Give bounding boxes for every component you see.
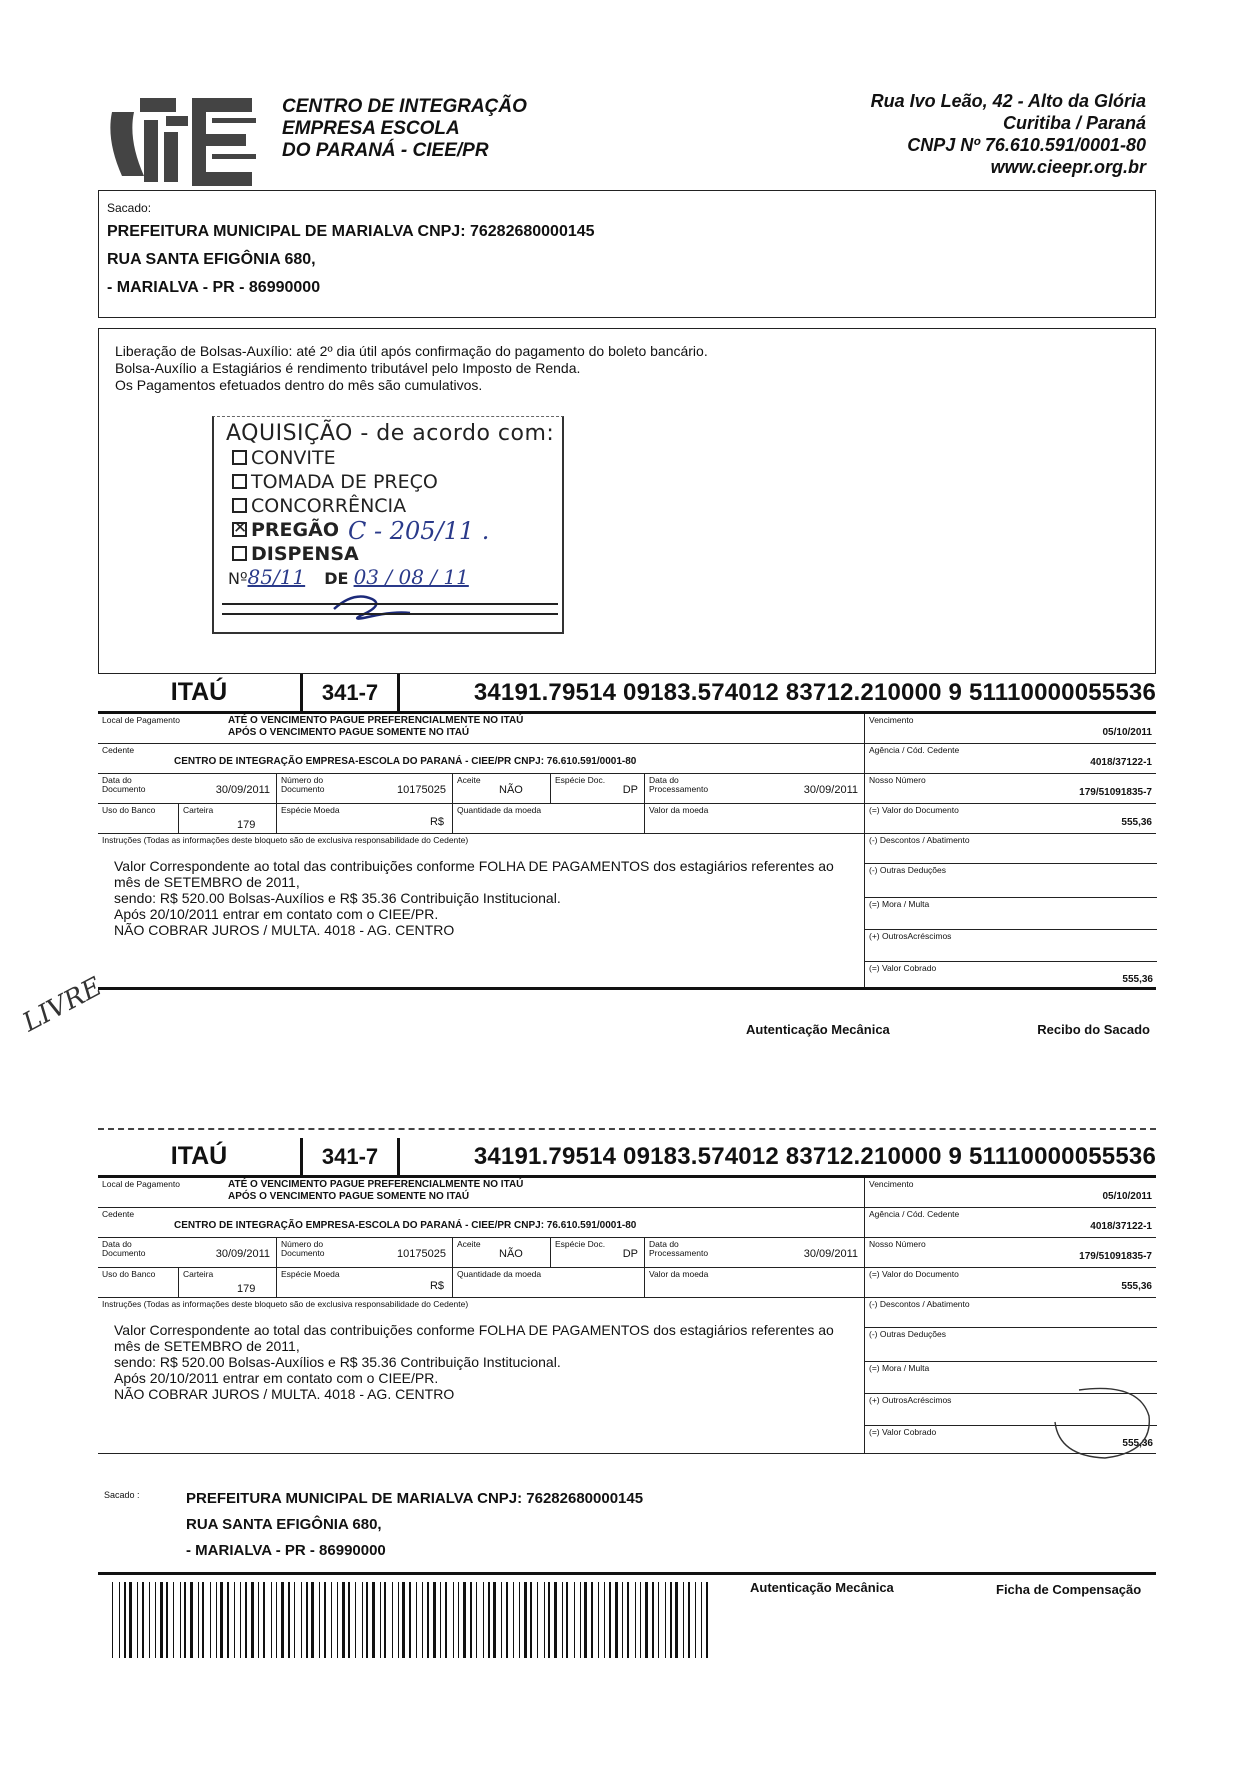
row-cedente: Cedente CENTRO DE INTEGRAÇÃO EMPRESA-ESCOLA DO PARANÁ - CIEE/PR CNPJ: 76.610.591/0001-80 Agência / Cód. Cedente 4018/37122-1: [98, 1208, 1156, 1238]
address-line: CNPJ Nº 76.610.591/0001-80: [907, 135, 1146, 155]
sacado-city: - MARIALVA - PR - 86990000: [186, 1542, 386, 1559]
stamp-title: AQUISIÇÃO - de acordo com:: [226, 421, 555, 446]
info-line: Os Pagamentos efetuados dentro do mês são cumulativos.: [115, 377, 483, 393]
stamp-rule: [222, 613, 558, 615]
organization-address: [871, 90, 1146, 178]
website-link[interactable]: www.cieepr.org.br: [990, 157, 1146, 177]
checkbox-icon: [232, 450, 247, 465]
recibo-label: Recibo do Sacado: [1037, 1022, 1150, 1037]
bank-name: ITAÚ: [170, 1142, 228, 1170]
ficha-label: Ficha de Compensação: [996, 1582, 1142, 1597]
barcode-icon: [112, 1582, 708, 1658]
org-line: EMPRESA ESCOLA: [282, 118, 460, 139]
address-line: Rua Ivo Leão, 42 - Alto da Glória: [870, 91, 1146, 111]
cut-line: [98, 1128, 1156, 1130]
sacado-label: Sacado:: [107, 201, 152, 215]
boleto-receipt: [98, 674, 1156, 1037]
sacado-name: PREFEITURA MUNICIPAL DE MARIALVA CNPJ: 76282680000145: [107, 223, 595, 240]
bank-code: 341-7: [300, 1138, 400, 1178]
row-documento: Data do Documento 30/09/2011 Número do Documento 10175025 Aceite NÃO Espécie Doc. DP Data do Processamento 30/09/2011 Nosso Número 179/51091835-7: [98, 1238, 1156, 1268]
info-line: Liberação de Bolsas-Auxílio: até 2º dia útil após confirmação do pagamento do boleto bancário.: [115, 343, 708, 359]
bank-name: ITAÚ: [170, 678, 228, 706]
row-local-pagamento: Local de Pagamento ATÉ O VENCIMENTO PAGUE PREFERENCIALMENTE NO ITAÚ APÓS O VENCIMENTO PAGUE SOMENTE NO ITAÚ Vencimento 05/10/2011: [98, 1178, 1156, 1208]
sacado-box: [98, 190, 1156, 318]
sacado-street: RUA SANTA EFIGÔNIA 680,: [186, 1516, 382, 1533]
checked-checkbox-icon: [232, 522, 247, 537]
boleto-header: [98, 1138, 1156, 1178]
row-moeda: Uso do Banco Carteira 179 Espécie Moeda R$ Quantidade da moeda Valor da moeda (=) Valor do Documento 555,36: [98, 804, 1156, 834]
signature-icon: [324, 587, 414, 627]
row-instrucoes: Instruções (Todas as informações deste bloqueto são de exclusiva responsabilidade do Cedente) Valor Correspondente ao total das contribuições conforme FOLHA DE PAGAMENTOS dos estagiários referentes ao mês de SETEMBRO de 2011, sendo: R$ 520.00 Bolsas-Auxílios e R$ 35.36 Contribuição Institucional. Após 20/10/2011 entrar em contato com o CIEE/PR. NÃO COBRAR JUROS / MULTA. 4018 - AG. CENTRO (-) Descontos / Abatimento (-) Outras Deduções (=) Mora / Multa (+) OutrosAcréscimos (=) Valor Cobrado 555,36: [98, 834, 1156, 990]
digitable-line: 34191.79514 09183.574012 83712.210000 9 51110000055536: [473, 679, 1156, 706]
boleto-header: [98, 674, 1156, 714]
sacado-name: PREFEITURA MUNICIPAL DE MARIALVA CNPJ: 76282680000145: [186, 1490, 644, 1507]
stamp-rule: [222, 603, 558, 605]
autenticacao-label: Autenticação Mecânica: [746, 1022, 890, 1037]
checkbox-icon: [232, 546, 247, 561]
handwritten-circle-icon: [1049, 1382, 1155, 1462]
address-line: Curitiba / Paraná: [1002, 113, 1146, 133]
stamp-number-line: Nº85/11 DE 03 / 08 / 11: [228, 565, 469, 589]
stamp-option-tomada: TOMADA DE PREÇO: [232, 471, 438, 493]
autenticacao-label: Autenticação Mecânica: [750, 1580, 894, 1595]
bank-code: 341-7: [300, 674, 400, 714]
row-documento: Data do Documento 30/09/2011 Número do Documento 10175025 Aceite NÃO Espécie Doc. DP Data do Processamento 30/09/2011 Nosso Número 179/51091835-7: [98, 774, 1156, 804]
row-instrucoes: Instruções (Todas as informações deste bloqueto são de exclusiva responsabilidade do Cedente) Valor Correspondente ao total das contribuições conforme FOLHA DE PAGAMENTOS dos estagiários referentes ao mês de SETEMBRO de 2011, sendo: R$ 520.00 Bolsas-Auxílios e R$ 35.36 Contribuição Institucional. Após 20/10/2011 entrar em contato com o CIEE/PR. NÃO COBRAR JUROS / MULTA. 4018 - AG. CENTRO (-) Descontos / Abatimento (-) Outras Deduções (=) Mora / Multa (+) OutrosAcréscimos (=) Valor Cobrado 555,36: [98, 1298, 1156, 1454]
info-line: Bolsa-Auxílio a Estagiários é rendimento tributável pelo Imposto de Renda.: [115, 360, 581, 376]
sacado-label: Sacado :: [104, 1490, 140, 1500]
compensation-rule: [98, 1572, 1156, 1575]
org-line: CENTRO DE INTEGRAÇÃO: [282, 96, 527, 117]
handwritten-code: C - 205/11 .: [348, 517, 490, 545]
sacado-street: RUA SANTA EFIGÔNIA 680,: [107, 251, 316, 268]
instructions-text: Valor Correspondente ao total das contribuições conforme FOLHA DE PAGAMENTOS dos estagiários referentes ao mês de SETEMBRO de 2011, sendo: R$ 520.00 Bolsas-Auxílios e R$ 35.36 Contribuição Institucional. Após 20/10/2011 entrar em contato com o CIEE/PR. NÃO COBRAR JUROS / MULTA. 4018 - AG. CENTRO: [114, 1322, 834, 1402]
digitable-line: 34191.79514 09183.574012 83712.210000 9 51110000055536: [473, 1143, 1156, 1170]
stamp-option-convite: CONVITE: [232, 447, 336, 469]
stamp-option-concorrencia: CONCORRÊNCIA: [232, 495, 406, 517]
stamp-option-dispensa: DISPENSA: [232, 543, 359, 565]
stamp-option-pregao: ✕PREGÃO: [232, 519, 339, 541]
checkbox-icon: [232, 474, 247, 489]
boleto-compensation: [98, 1138, 1156, 1608]
row-cedente: Cedente CENTRO DE INTEGRAÇÃO EMPRESA-ESCOLA DO PARANÁ - CIEE/PR CNPJ: 76.610.591/0001-80 Agência / Cód. Cedente 4018/37122-1: [98, 744, 1156, 774]
ciee-logo: [104, 92, 264, 190]
sacado-city: - MARIALVA - PR - 86990000: [107, 279, 321, 296]
org-line: DO PARANÁ - CIEE/PR: [282, 140, 489, 161]
instructions-text: Valor Correspondente ao total das contribuições conforme FOLHA DE PAGAMENTOS dos estagiários referentes ao mês de SETEMBRO de 2011, sendo: R$ 520.00 Bolsas-Auxílios e R$ 35.36 Contribuição Institucional. Após 20/10/2011 entrar em contato com o CIEE/PR. NÃO COBRAR JUROS / MULTA. 4018 - AG. CENTRO: [114, 858, 834, 938]
row-local-pagamento: Local de Pagamento ATÉ O VENCIMENTO PAGUE PREFERENCIALMENTE NO ITAÚ APÓS O VENCIMENTO PAGUE SOMENTE NO ITAÚ Vencimento 05/10/2011: [98, 714, 1156, 744]
row-moeda: Uso do Banco Carteira 179 Espécie Moeda R$ Quantidade da moeda Valor da moeda (=) Valor do Documento 555,36: [98, 1268, 1156, 1298]
handwritten-note: LIVRE: [17, 971, 107, 1039]
acquisition-stamp: [212, 416, 564, 634]
checkbox-icon: [232, 498, 247, 513]
info-text: [115, 343, 708, 394]
organization-name: [282, 96, 527, 162]
